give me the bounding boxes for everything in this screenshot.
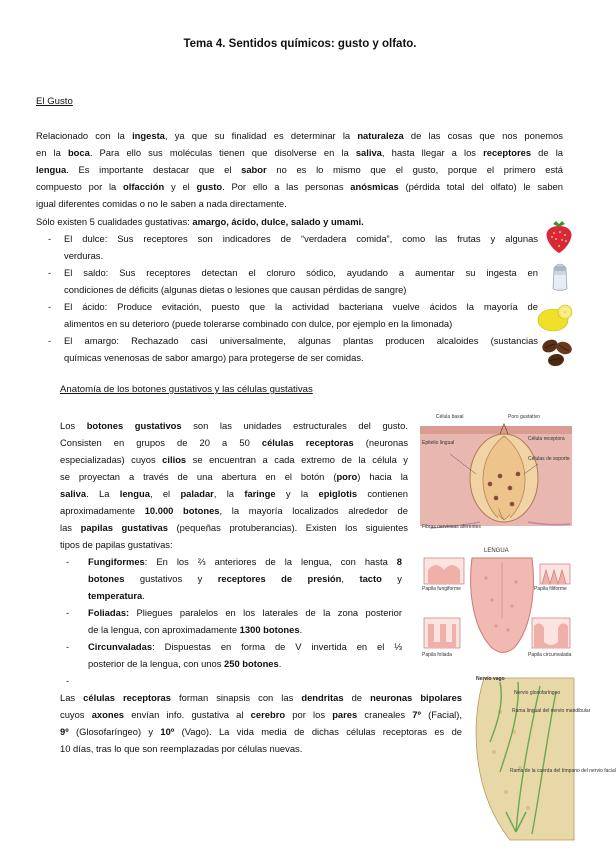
list-item: - El amargo: Rechazado casi universalmente, algunas plantas producen alcaloides (sustancias químicas venenosas de sabor amargo) para protegerse de ser comidas. bbox=[48, 335, 538, 363]
intro-line-2: en la boca. Para ello sus moléculas tienen que disolverse en la saliva, hasta llegar a los receptores de la bbox=[36, 147, 563, 158]
coffee-beans-icon bbox=[540, 336, 576, 370]
strawberry-icon bbox=[543, 218, 575, 254]
list-item: - El saldo: Sus receptores detectan el cloruro sódico, ayudando a aumentar su ingesta en condiciones de déficits (algunas dietas o lesiones que causan pérdidas de sangre) bbox=[48, 267, 538, 295]
lemon-icon bbox=[536, 302, 574, 334]
list-item: - El dulce: Sus receptores son indicadores de “verdadera comida”, como las frutas y algunas verduras. bbox=[48, 233, 538, 261]
list-item: - El ácido: Produce evitación, puesto que la actividad bacteriana vuelve ácidos la mayoría de alimentos en su deterioro (puede tolerarse combinado con dulce, por ejemplo en la limonada) bbox=[48, 301, 538, 329]
page-title: Tema 4. Sentidos químicos: gusto y olfato. bbox=[183, 38, 417, 50]
tongue-nerves-figure: Nervio vago Nervio glosofaríngeo Rama lingual del nervio mandibular Rama de la cuerda del tímpano del nervio facial bbox=[470, 672, 580, 842]
section-heading-anatomia: Anatomía de los botones gustativos y las células gustativas bbox=[60, 384, 313, 395]
tongue-papillae-figure: LENGUA Papila fungiforme Papila filiforme Papila foliada Papila circunvalada bbox=[420, 548, 572, 666]
qualities-list bbox=[48, 230, 538, 366]
salt-shaker-icon bbox=[549, 258, 571, 292]
intro-line-5: igual diferentes comidas o no le saben a nada directamente. bbox=[36, 198, 287, 209]
intro-line-4: compuesto por la olfacción y el gusto. Por ello a las personas anósmicas (pérdida total del olfato) le saben bbox=[36, 181, 563, 192]
taste-bud-illustration bbox=[420, 414, 572, 532]
qualities-intro: Sólo existen 5 cualidades gustativas: amargo, ácido, dulce, salado y umami. bbox=[36, 216, 364, 227]
list-item: - Fungiformes: En los ⅔ anteriores de la lengua, con hasta 8 botones gustativos y receptores de presión, tacto y temperatura. bbox=[66, 556, 402, 601]
list-item: - bbox=[66, 675, 70, 686]
final-paragraph: Las células receptoras forman sinapsis con las dendritas de neuronas bipolares cuyos axones envían info. gustativa al cerebro por los pares craneales 7º (Facial), 9º (Glosofaríngeo) y 10º (Vago). La vida media de dichas células receptoras es de 10 días, tras lo que son reemplazadas por células nuevas. bbox=[60, 692, 463, 754]
list-item: - Foliadas: Pliegues paralelos en los laterales de la zona posterior de la lengua, con aproximadamente 1300 botones. bbox=[66, 607, 402, 635]
papilas-list bbox=[66, 553, 402, 689]
list-item: - Circunvaladas: Dispuestas en forma de V invertida en el ⅓ posterior de la lengua, con unos 250 botones. bbox=[66, 641, 402, 669]
tongue-nerves-illustration bbox=[470, 672, 580, 842]
taste-bud-figure: Célula basal Poro gustativo Epitelio lingual Célula receptora Células de soporte Fibras nerviosas aferentes bbox=[420, 414, 572, 532]
tongue-papillae-illustration bbox=[420, 548, 572, 666]
intro-line-3: lengua. Es importante destacar que el sabor no es lo mismo que el gusto, porque el primero está bbox=[36, 164, 563, 175]
intro-line-1: Relacionado con la ingesta, ya que su finalidad es determinar la naturaleza de las cosas que nos ponemos bbox=[36, 130, 563, 141]
botones-paragraph: Los botones gustativos son las unidades estructurales del gusto. Consisten en grupos de 20 a 50 células receptoras (neuronas especializadas) cuyos cilios se encuentran a cada extremo de la célula y se proyectan a través de una abertura en el botón (poro) hacia la saliva. La lengua, el paladar, la faringe y la epiglotis contienen aproximadamente 10.000 botones, la mayoría localizados alrededor de las papilas gustativas (pequeñas protuberancias). Existen los siguientes tipos de papilas gustativas: bbox=[60, 420, 409, 550]
intro-paragraph bbox=[36, 127, 563, 212]
section-heading-gusto: El Gusto bbox=[36, 96, 73, 107]
